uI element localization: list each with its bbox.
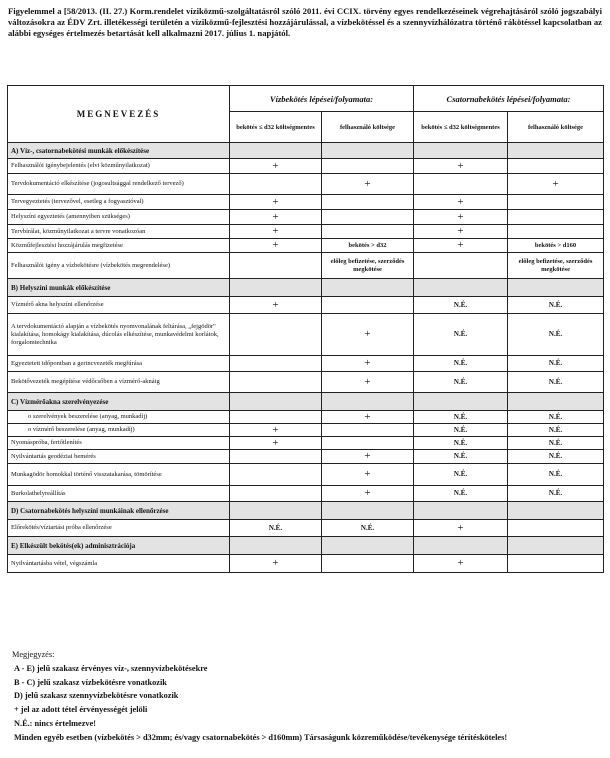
section-empty-cell	[230, 393, 322, 411]
cell-c2: +	[322, 464, 414, 486]
table-row	[8, 174, 604, 195]
cell-c1	[230, 253, 322, 279]
table-row	[8, 239, 604, 253]
cell-c3: +	[414, 520, 508, 537]
cell-c2	[322, 210, 414, 225]
section-empty-cell	[230, 502, 322, 520]
table-row	[8, 437, 604, 450]
table-row	[8, 225, 604, 239]
cell-c3: N.É.	[414, 437, 508, 450]
section-empty-cell	[230, 279, 322, 297]
row-label: Vízmérő akna helyszíni ellenőrzése	[8, 297, 230, 314]
cell-c1	[230, 464, 322, 486]
cell-c4	[508, 520, 604, 537]
section-label: B) Helyszíni munkák előkészítése	[8, 279, 230, 297]
cell-c2	[322, 555, 414, 573]
notes-block	[12, 648, 602, 745]
cell-c1: +	[230, 297, 322, 314]
table-row	[8, 555, 604, 573]
section-label: E) Elkészült bekötés(ek) adminisztrációja	[8, 537, 230, 555]
table-row	[8, 486, 604, 502]
table-row	[8, 372, 604, 393]
row-label: Egyeztetett időpontban a gerincvezeték megfúrása	[8, 356, 230, 372]
row-label: Felhasználói igény a vízbekötésre (vízbekötés megrendelése)	[8, 253, 230, 279]
cell-c2: +	[322, 486, 414, 502]
cell-c4: N.É.	[508, 486, 604, 502]
section-empty-cell	[230, 537, 322, 555]
cell-c1: +	[230, 195, 322, 210]
section-row	[8, 393, 604, 411]
cell-c3: +	[414, 555, 508, 573]
cell-c1: +	[230, 239, 322, 253]
section-empty-cell	[414, 393, 508, 411]
section-row	[8, 502, 604, 520]
cell-c3: N.É.	[414, 424, 508, 437]
note-line: A - E) jelű szakasz érvényes víz-, szennyvízbekötésekre	[14, 663, 208, 673]
row-label: Munkagödör homokkal történő visszatakarása, tömörítése	[8, 464, 230, 486]
section-empty-cell	[322, 279, 414, 297]
cell-c1	[230, 372, 322, 393]
note-line: + jel az adott tétel érvényességét jelöli	[14, 705, 148, 715]
cell-c1	[230, 411, 322, 424]
note-line: N.É.: nincs értelmezve!	[14, 718, 97, 728]
table-row	[8, 520, 604, 537]
cell-c3: N.É.	[414, 464, 508, 486]
header-water-user: felhasználó költsége	[322, 112, 414, 143]
row-label: Bekötővezeték megépítése védőcsőben a vízmérő-aknáig	[8, 372, 230, 393]
row-label: Nyilvántartásba vétel, végszámla	[8, 555, 230, 573]
table-row	[8, 159, 604, 174]
row-label: o szerelvények beszerelése (anyag, munkadíj)	[8, 411, 230, 424]
notes-title: Megjegyzés:	[12, 650, 55, 659]
cell-c1: +	[230, 424, 322, 437]
section-label: C) Vízmérőakna szerelvényezése	[8, 393, 230, 411]
cell-c1: +	[230, 437, 322, 450]
cell-c3: N.É.	[414, 450, 508, 464]
cell-c1	[230, 314, 322, 356]
cell-c2	[322, 424, 414, 437]
cell-c2	[322, 195, 414, 210]
cell-c3: +	[414, 210, 508, 225]
cell-c4: +	[508, 174, 604, 195]
cell-c4	[508, 225, 604, 239]
cell-c3: +	[414, 195, 508, 210]
note-line: Minden egyéb esetben (vízbekötés > d32mm; és/vagy csatornabekötés > d160mm) Társaságunk közreműködése/tevékenysége térítésköteles!	[14, 732, 508, 742]
note-line: B - C) jelű szakasz vízbekötésre vonatkozik	[14, 677, 167, 687]
cell-c2	[322, 437, 414, 450]
cell-c4: N.É.	[508, 437, 604, 450]
cell-c4	[508, 210, 604, 225]
table-row	[8, 253, 604, 279]
row-label: Helyszíni egyeztetés (amennyiben szükséges)	[8, 210, 230, 225]
cell-c3	[414, 253, 508, 279]
header-sewer-group: Csatornabekötés lépései/folyamata:	[414, 86, 604, 112]
row-label: o vízmérő beszerelése (anyag, munkadíj)	[8, 424, 230, 437]
cell-c4: N.É.	[508, 297, 604, 314]
cell-c4: N.É.	[508, 314, 604, 356]
section-empty-cell	[322, 393, 414, 411]
header-title: MEGNEVEZÉS	[8, 86, 230, 143]
cell-c3: N.É.	[414, 411, 508, 424]
cell-c3: N.É.	[414, 356, 508, 372]
section-row	[8, 279, 604, 297]
cell-c1	[230, 356, 322, 372]
row-label: Közműfejlesztési hozzájárulás megfizetése	[8, 239, 230, 253]
table-row	[8, 210, 604, 225]
section-empty-cell	[322, 537, 414, 555]
cell-c2: +	[322, 450, 414, 464]
section-empty-cell	[414, 279, 508, 297]
section-empty-cell	[414, 143, 508, 159]
note-line: D) jelű szakasz szennyvízbekötésre vonatkozik	[14, 691, 179, 701]
cell-c2: bekötés > d32	[322, 239, 414, 253]
cell-c2	[322, 159, 414, 174]
cell-c2: +	[322, 314, 414, 356]
section-empty-cell	[414, 537, 508, 555]
cell-c2: +	[322, 356, 414, 372]
cell-c3: +	[414, 239, 508, 253]
header-sewer-user: felhasználó költsége	[508, 112, 604, 143]
section-empty-cell	[414, 502, 508, 520]
row-label: Tervdokumentáció elkészítése (jogosultsággal rendelkező tervező)	[8, 174, 230, 195]
section-empty-cell	[508, 537, 604, 555]
cell-c4: N.É.	[508, 411, 604, 424]
table-row	[8, 411, 604, 424]
cell-c3: N.É.	[414, 297, 508, 314]
table-row	[8, 314, 604, 356]
section-label: D) Csatornabekötés helyszíni munkáinak ellenőrzése	[8, 502, 230, 520]
connection-steps-table	[7, 85, 604, 573]
row-label: Tervegyeztetés (tervezővel, esetleg a fogyasztóval)	[8, 195, 230, 210]
cell-c4	[508, 555, 604, 573]
section-empty-cell	[230, 143, 322, 159]
table-row	[8, 297, 604, 314]
cell-c3: N.É.	[414, 486, 508, 502]
section-empty-cell	[508, 279, 604, 297]
section-empty-cell	[322, 143, 414, 159]
section-row	[8, 143, 604, 159]
cell-c2	[322, 225, 414, 239]
cell-c3: N.É.	[414, 314, 508, 356]
row-label: Nyilvántartás geodéziai bemérés	[8, 450, 230, 464]
section-empty-cell	[508, 393, 604, 411]
cell-c2: +	[322, 372, 414, 393]
section-empty-cell	[508, 502, 604, 520]
cell-c1	[230, 486, 322, 502]
intro-paragraph: Figyelemmel a [58/2013. (II. 27.) Korm.rendelet víziközmű-szolgáltatásról szóló 2011. évi CCIX. törvény egyes rendelkezéseinek végrehajtásáról szóló jogszabályi változásokra az ÉDV Zrt. illetékességi területén a víziközmű-fejlesztési hozzájárulással, a vízbekötéssel és a szennyvízhálózatra történő rákötéssel kapcsolatban az alábbi egységes értelmezés betartását kell alkalmazni 2017. július 1. napjától.	[8, 6, 602, 38]
table-row	[8, 464, 604, 486]
cell-c2	[322, 297, 414, 314]
section-row	[8, 537, 604, 555]
cell-c4: előleg befizetése, szerződés megkötése	[508, 253, 604, 279]
cell-c1: N.É.	[230, 520, 322, 537]
cell-c3: +	[414, 159, 508, 174]
header-water-free: bekötés ≤ d32 költségmentes	[230, 112, 322, 143]
row-label: Tervbírálat, közműnyilatkozat a tervre vonatkozóan	[8, 225, 230, 239]
cell-c3	[414, 174, 508, 195]
cell-c1	[230, 174, 322, 195]
cell-c1: +	[230, 225, 322, 239]
cell-c4: N.É.	[508, 450, 604, 464]
table-row	[8, 195, 604, 210]
section-empty-cell	[322, 502, 414, 520]
cell-c4: bekötés > d160	[508, 239, 604, 253]
cell-c2: +	[322, 174, 414, 195]
row-label: Nyomáspróba, fertőtlenítés	[8, 437, 230, 450]
cell-c4: N.É.	[508, 356, 604, 372]
cell-c1: +	[230, 210, 322, 225]
cell-c2: +	[322, 411, 414, 424]
cell-c2: N.É.	[322, 520, 414, 537]
cell-c1	[230, 450, 322, 464]
row-label: Előrekötés/víztartási próba ellenőrzése	[8, 520, 230, 537]
cell-c3: +	[414, 225, 508, 239]
row-label: A tervdokumentáció alapján a vízbekötés nyomvonalának feltárása, „fejgödör" kialakítása, homokágy kialakítása, dúcolás elkészítése, munkavédelmi korlátok, forgalomtechnika	[8, 314, 230, 356]
table-row	[8, 424, 604, 437]
cell-c4: N.É.	[508, 372, 604, 393]
cell-c2: előleg befizetése, szerződés megkötése	[322, 253, 414, 279]
section-label: A) Víz-, csatornabekötési munkák előkészítése	[8, 143, 230, 159]
cell-c4	[508, 195, 604, 210]
cell-c4: N.É.	[508, 424, 604, 437]
table-row	[8, 450, 604, 464]
cell-c1: +	[230, 159, 322, 174]
row-label: Felhasználói igénybejelentés (elvi közműnyilatkozat)	[8, 159, 230, 174]
header-sewer-free: bekötés ≤ d32 költségmentes	[414, 112, 508, 143]
row-label: Burkolathelyreállítás	[8, 486, 230, 502]
header-water-group: Vízbekötés lépései/folyamata:	[230, 86, 414, 112]
section-empty-cell	[508, 143, 604, 159]
table-row	[8, 356, 604, 372]
cell-c4	[508, 159, 604, 174]
cell-c3: N.É.	[414, 372, 508, 393]
cell-c4: N.É.	[508, 464, 604, 486]
cell-c1: +	[230, 555, 322, 573]
table-body	[8, 143, 604, 573]
